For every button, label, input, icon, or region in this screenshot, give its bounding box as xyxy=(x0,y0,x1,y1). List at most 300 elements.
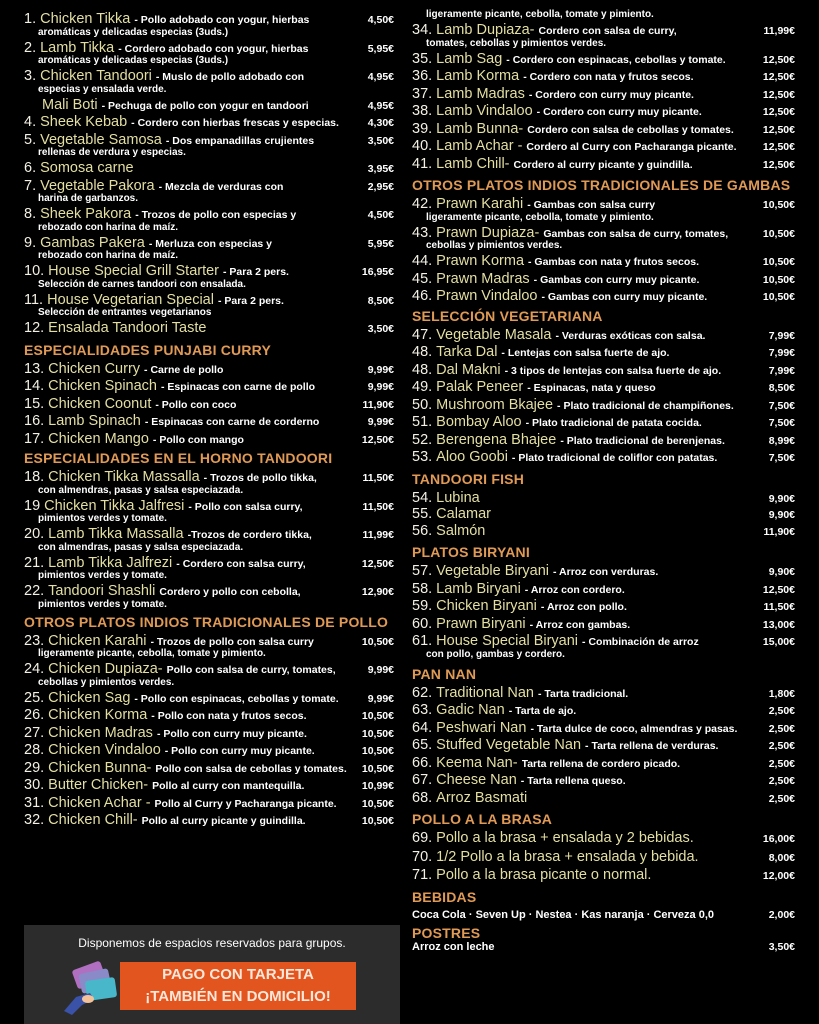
item-description: - Gambas con curry muy picante. xyxy=(533,274,700,285)
item-number: 41. xyxy=(412,155,433,172)
item-number: 61. xyxy=(412,633,433,649)
bebidas-price: 2,00€ xyxy=(768,908,795,921)
menu-item-line xyxy=(24,41,394,56)
menu-item xyxy=(412,703,795,718)
item-description: - Tarta rellena de verduras. xyxy=(585,741,719,752)
item-price: 7,50€ xyxy=(768,399,795,412)
menu-item-line xyxy=(412,850,795,865)
item-description: - Arroz con verduras. xyxy=(553,567,659,578)
item-description: - Pechuga de pollo con yogur en tandoori xyxy=(101,100,309,111)
section-title-vegetariana: SELECCIÓN VEGETARIANA xyxy=(412,307,603,324)
menu-item xyxy=(412,122,795,137)
item-description: - Plato tradicional de berenjenas. xyxy=(560,435,725,446)
item-name: Lamb Biryani xyxy=(436,580,521,597)
item-name: Chicken Biryani xyxy=(436,598,537,614)
section-title-gambas: OTROS PLATOS INDIOS TRADICIONALES DE GAMBAS xyxy=(412,177,791,193)
item-price: 12,50€ xyxy=(361,433,394,446)
item-name: Lubina xyxy=(436,489,480,506)
menu-item-line xyxy=(24,321,394,336)
item-name: Mali Boti xyxy=(42,96,98,113)
item-number: 68. xyxy=(412,789,433,806)
menu-item-line xyxy=(24,743,394,758)
item-number: 55. xyxy=(412,506,433,522)
item-number: 69. xyxy=(412,830,433,846)
item-number: 10. xyxy=(24,263,45,279)
item-number: 6. xyxy=(24,160,37,176)
item-number: 70. xyxy=(412,848,433,865)
item-number: 47. xyxy=(412,326,433,343)
item-description: - Pollo con nata y frutos secos. xyxy=(151,711,307,722)
menu-item xyxy=(412,23,795,49)
card-payment-banner xyxy=(120,962,356,1010)
item-name: House Special Grill Starter xyxy=(48,263,220,279)
item-description: Cordero con salsa de curry, xyxy=(538,26,677,37)
item-description: - Espinacas, nata y queso xyxy=(527,383,656,394)
item-description-continued: ligeramente picante, cebolla, tomate y pimiento. xyxy=(426,211,654,223)
item-name: House Special Biryani xyxy=(436,633,579,649)
item-number: 25. xyxy=(24,689,45,706)
menu-item xyxy=(24,743,394,758)
item-description-continued: pimientos verdes y tomate. xyxy=(38,570,167,581)
bebidas-row xyxy=(412,909,795,921)
item-price: 5,95€ xyxy=(367,237,394,250)
item-price: 9,99€ xyxy=(367,416,394,428)
menu-item-line xyxy=(24,726,394,741)
item-price: 4,50€ xyxy=(367,14,394,26)
item-price: 10,50€ xyxy=(762,291,795,303)
menu-item-line xyxy=(24,778,394,793)
item-price: 10,50€ xyxy=(361,745,394,757)
partial-description: ligeramente picante, cebolla, tomate y pimiento. xyxy=(426,9,654,20)
menu-item xyxy=(24,321,394,336)
menu-item xyxy=(24,179,394,205)
bebidas-text: Coca Cola · Seven Up · Nestea · Kas naranja · Cerveza 0,0 xyxy=(412,908,715,921)
menu-item xyxy=(24,236,394,262)
biryani-list xyxy=(412,564,795,660)
menu-item-line xyxy=(24,179,394,194)
menu-item xyxy=(412,380,795,395)
item-number: 57. xyxy=(412,563,433,579)
item-price: 9,99€ xyxy=(367,664,394,676)
item-name: Pollo a la brasa picante o normal. xyxy=(436,867,652,883)
gambas-list xyxy=(412,197,795,304)
item-price: 12,50€ xyxy=(762,88,795,101)
menu-item xyxy=(24,634,394,660)
item-number: 36. xyxy=(412,68,433,84)
item-number: 3. xyxy=(24,68,37,84)
item-number: 18. xyxy=(24,469,45,485)
item-price: 8,99€ xyxy=(768,434,795,447)
menu-item-line xyxy=(24,115,394,130)
menu-item xyxy=(24,470,394,496)
menu-item xyxy=(24,12,394,38)
item-price: 11,50€ xyxy=(362,472,394,484)
item-description: - Espinacas con carne de pollo xyxy=(161,382,316,393)
item-name: Chicken Vindaloo xyxy=(48,742,161,758)
item-number: 9. xyxy=(24,234,37,251)
menu-item-line xyxy=(24,98,394,113)
item-name: Traditional Nan xyxy=(436,684,534,701)
item-price: 12,50€ xyxy=(762,53,795,66)
item-number: 45. xyxy=(412,270,433,287)
menu-item-line xyxy=(412,87,795,102)
item-name: Calamar xyxy=(436,506,491,522)
item-description-continued: Selección de entrantes vegetarianos xyxy=(38,307,212,318)
item-price: 10,50€ xyxy=(361,815,394,827)
item-name: Prawn Korma xyxy=(436,253,525,269)
item-price: 15,00€ xyxy=(762,636,795,648)
menu-item-line xyxy=(412,197,795,212)
menu-item-line xyxy=(412,363,795,378)
item-number: 37. xyxy=(412,85,433,102)
item-description-continued: con pollo, gambas y cordero. xyxy=(426,648,565,660)
menu-item xyxy=(24,796,394,811)
menu-item xyxy=(24,726,394,741)
item-name: Vegetable Masala xyxy=(436,326,552,343)
item-price: 7,99€ xyxy=(768,347,795,359)
item-name: Vegetable Samosa xyxy=(40,131,162,148)
item-description-continued: harina de garbanzos. xyxy=(38,193,139,204)
section-title-fish: TANDOORI FISH xyxy=(412,470,525,487)
item-price: 9,99€ xyxy=(367,363,394,376)
menu-item-line xyxy=(24,584,394,599)
item-number: 63. xyxy=(412,702,433,718)
menu-item xyxy=(24,133,394,159)
item-name: Chicken Chill- xyxy=(48,812,138,828)
item-description: - Gambas con nata y frutos secos. xyxy=(528,257,699,268)
menu-item xyxy=(412,433,795,448)
menu-item-line xyxy=(24,470,394,485)
menu-item xyxy=(412,157,795,172)
item-number: 21. xyxy=(24,554,45,571)
item-description-continued: tomates, cebollas y pimientos verdes. xyxy=(426,37,607,49)
item-number: 12. xyxy=(24,320,45,336)
menu-item-line xyxy=(412,773,795,788)
menu-item-line xyxy=(24,236,394,251)
section-title-pollo: OTROS PLATOS INDIOS TRADICIONALES DE POLLO xyxy=(24,613,389,630)
item-name: Peshwari Nan xyxy=(436,719,527,736)
item-description: -Trozos de cordero tikka, xyxy=(187,530,312,541)
item-price: 3,95€ xyxy=(367,163,394,175)
menu-item-line xyxy=(412,226,795,241)
item-name: Chicken Karahi xyxy=(48,632,147,649)
item-name: Lamb Bunna- xyxy=(436,120,524,137)
menu-item xyxy=(24,556,394,582)
item-description: - Trozos de pollo con especias y xyxy=(135,210,297,221)
item-name: Chicken Achar - xyxy=(48,794,151,811)
menu-right-column xyxy=(412,0,795,953)
item-name: Chicken Coonut xyxy=(48,395,152,412)
postres-row xyxy=(412,941,795,953)
item-price: 12,50€ xyxy=(762,583,795,596)
item-price: 4,50€ xyxy=(367,209,394,221)
menu-item xyxy=(24,69,394,95)
item-description: - Tarta de ajo. xyxy=(508,706,577,717)
menu-item-line xyxy=(24,161,394,176)
menu-item xyxy=(412,289,795,304)
item-name: Arroz Basmati xyxy=(436,789,528,806)
item-name: Chicken Mango xyxy=(48,430,149,447)
item-price: 5,95€ xyxy=(367,42,394,55)
item-price: 11,90€ xyxy=(763,525,795,538)
item-price: 10,50€ xyxy=(361,797,394,810)
item-number: 23. xyxy=(24,632,45,649)
item-description: - Mezcla de verduras con xyxy=(158,181,284,192)
menu-item-line xyxy=(412,398,795,413)
postre-name: Arroz con leche xyxy=(412,940,495,953)
menu-item xyxy=(412,850,795,865)
item-name: Lamb Madras xyxy=(436,85,525,102)
item-description: - Dos empanadillas crujientes xyxy=(165,135,315,146)
item-price: 16,95€ xyxy=(361,266,394,278)
item-description: - Pollo adobado con yogur, hierbas xyxy=(134,15,310,26)
menu-item xyxy=(412,272,795,287)
item-price: 12,90€ xyxy=(361,586,394,598)
menu-item-line xyxy=(412,703,795,718)
item-description: Pollo con salsa de curry, tomates, xyxy=(166,665,336,676)
menu-item-line xyxy=(24,813,394,828)
menu-item-line xyxy=(24,133,394,148)
item-number: 50. xyxy=(412,396,433,413)
item-number: 48. xyxy=(412,344,433,360)
menu-item-line xyxy=(412,104,795,119)
menu-item-line xyxy=(24,432,394,447)
item-description: - Verduras exóticas con salsa. xyxy=(555,330,706,341)
item-name: Chicken Korma xyxy=(48,707,148,723)
item-name: Chicken Tikka Massalla xyxy=(48,469,200,485)
item-description: - Para 2 pers. xyxy=(217,295,284,306)
item-name: Tarka Dal xyxy=(436,344,498,360)
item-description-continued: cebollas y pimientos verdes. xyxy=(426,240,563,251)
item-description-continued: Selección de carnes tandoori con ensalada. xyxy=(38,278,246,290)
item-name: Bombay Aloo xyxy=(436,414,522,430)
item-number: 32. xyxy=(24,812,45,828)
item-price: 10,50€ xyxy=(361,635,394,648)
section-title-bebidas: BEBIDAS xyxy=(412,888,477,905)
item-name: Lamb Dupiaza- xyxy=(436,22,535,38)
pollo-list xyxy=(24,634,394,828)
item-price: 8,50€ xyxy=(768,382,795,394)
menu-item xyxy=(24,362,394,377)
menu-item-line xyxy=(412,254,795,269)
item-description: Cordero al Curry con Pacharanga picante. xyxy=(526,142,737,153)
item-name: Lamb Achar - xyxy=(436,138,523,154)
menu-item-line xyxy=(24,634,394,649)
item-description: - Cordero con hierbas frescas y especias. xyxy=(131,118,339,129)
menu-item-line xyxy=(412,415,795,430)
menu-item-line xyxy=(24,662,394,677)
menu-item-line xyxy=(24,708,394,723)
item-name: House Vegetarian Special xyxy=(47,291,214,308)
item-price: 12,50€ xyxy=(762,123,795,136)
menu-item xyxy=(412,721,795,736)
item-description-continued: aromáticas y delicadas especias (3uds.) xyxy=(38,26,229,38)
menu-item xyxy=(412,254,795,269)
item-description: - Pollo con curry muy picante. xyxy=(164,746,315,757)
banner-line-2: ¡TAMBIÉN EN DOMICILIO! xyxy=(145,988,331,1005)
menu-item-line xyxy=(412,491,795,506)
item-name: Prawn Vindaloo xyxy=(436,288,538,304)
item-name: Tandoori Shashli xyxy=(48,583,156,599)
menu-item xyxy=(24,662,394,688)
menu-item xyxy=(24,708,394,723)
item-price: 11,99€ xyxy=(362,529,394,541)
item-description: Cordero al curry picante y guindilla. xyxy=(513,159,693,170)
item-description-continued: pimientos verdes y tomate. xyxy=(38,598,167,610)
item-price: 12,50€ xyxy=(361,557,394,570)
item-description: - Arroz con gambas. xyxy=(529,619,631,630)
item-number: 54. xyxy=(412,489,433,506)
item-name: Lamb Tikka xyxy=(40,39,115,56)
item-description-continued: cebollas y pimientos verdes. xyxy=(38,676,175,688)
item-name: Aloo Goobi xyxy=(436,449,508,465)
item-number: 5. xyxy=(24,131,37,148)
menu-item-line xyxy=(412,686,795,701)
item-name: Salmón xyxy=(436,522,486,539)
item-number: 40. xyxy=(412,138,433,154)
item-price: 12,00€ xyxy=(762,870,795,882)
item-name: Lamb Spinach xyxy=(48,413,141,429)
item-name: Prawn Madras xyxy=(436,270,530,287)
item-price: 7,99€ xyxy=(768,329,795,342)
menu-item-line xyxy=(24,499,394,514)
item-name: Vegetable Pakora xyxy=(40,177,155,194)
item-number: 38. xyxy=(412,103,433,119)
item-name: Vegetable Biryani xyxy=(436,563,550,579)
menu-item xyxy=(412,791,795,806)
item-description: - Arroz con pollo. xyxy=(540,602,627,613)
item-name: Pollo a la brasa + ensalada y 2 bebidas. xyxy=(436,830,694,846)
item-number: 24. xyxy=(24,661,45,677)
item-price: 2,50€ xyxy=(768,757,795,770)
item-description: Tarta rellena de cordero picado. xyxy=(521,758,681,769)
item-number: 46. xyxy=(412,288,433,304)
item-description: - Pollo con salsa curry, xyxy=(188,501,303,512)
item-price: 10,50€ xyxy=(762,227,795,240)
menu-item xyxy=(412,87,795,102)
item-number: 60. xyxy=(412,615,433,632)
menu-item xyxy=(24,41,394,67)
item-number: 51. xyxy=(412,414,433,430)
menu-item-line xyxy=(412,791,795,806)
item-price: 9,90€ xyxy=(768,492,795,505)
menu-item-line xyxy=(24,12,394,27)
lamb-list xyxy=(412,23,795,171)
menu-item xyxy=(24,761,394,776)
item-price: 13,00€ xyxy=(762,618,795,631)
menu-item-line xyxy=(24,761,394,776)
menu-item-line xyxy=(24,691,394,706)
item-price: 10,50€ xyxy=(762,273,795,286)
item-description: - Pollo con mango xyxy=(152,434,244,445)
section-title-tandoori: ESPECIALIDADES EN EL HORNO TANDOORI xyxy=(24,450,333,466)
item-price: 3,50€ xyxy=(367,323,394,335)
item-price: 4,30€ xyxy=(367,117,394,129)
item-price: 12,50€ xyxy=(762,71,795,83)
menu-item-line xyxy=(412,289,795,304)
item-number: 53. xyxy=(412,449,433,465)
item-price: 9,99€ xyxy=(367,381,394,393)
menu-item-line xyxy=(24,397,394,412)
item-number: 2. xyxy=(24,39,37,56)
menu-item-line xyxy=(412,868,795,883)
item-name: Lamb Tikka Massalla xyxy=(48,526,184,542)
menu-item xyxy=(412,756,795,771)
menu-item xyxy=(412,398,795,413)
menu-item-line xyxy=(412,380,795,395)
item-name: Chicken Tikka Jalfresi xyxy=(44,497,185,514)
menu-item xyxy=(412,564,795,579)
item-number: 64. xyxy=(412,719,433,736)
item-name: Stuffed Vegetable Nan xyxy=(436,737,582,753)
item-price: 11,50€ xyxy=(763,601,795,613)
item-price: 8,00€ xyxy=(768,851,795,864)
item-number: 7. xyxy=(24,177,37,194)
menu-item-line xyxy=(412,157,795,172)
item-description: - Cordero con salsa curry, xyxy=(176,558,306,569)
item-name: Somosa carne xyxy=(40,160,134,176)
menu-item-line xyxy=(24,264,394,279)
item-description: Pollo con salsa de cebollas y tomates. xyxy=(155,763,347,774)
item-description-continued: rellenas de verdura y especias. xyxy=(38,147,186,158)
item-price: 10,50€ xyxy=(361,710,394,722)
item-description: - Pollo con espinacas, cebollas y tomate. xyxy=(134,693,339,704)
item-description: Gambas con salsa de curry, tomates, xyxy=(543,228,729,239)
menu-item-line xyxy=(412,52,795,67)
menu-item-line xyxy=(24,69,394,84)
item-description: - Cordero con curry muy picante. xyxy=(528,89,694,100)
item-description: - Pollo con coco xyxy=(155,399,237,410)
menu-item-line xyxy=(412,617,795,632)
section-title-nan: PAN NAN xyxy=(412,665,477,682)
item-price: 10,99€ xyxy=(361,780,394,792)
item-number: 11. xyxy=(24,291,44,308)
menu-item-line xyxy=(24,293,394,308)
item-description-continued: con almendras, pasas y salsa especiazada. xyxy=(38,484,244,496)
menu-item xyxy=(412,831,795,846)
menu-item-line xyxy=(412,756,795,771)
item-price: 9,90€ xyxy=(768,566,795,578)
menu-item-line xyxy=(412,450,795,465)
menu-item-line xyxy=(24,362,394,377)
item-number: 66. xyxy=(412,754,433,771)
menu-item xyxy=(412,52,795,67)
item-name: Dal Makni xyxy=(436,361,501,378)
menu-item xyxy=(412,363,795,378)
item-number: 20. xyxy=(24,526,45,542)
item-name: Lamb Vindaloo xyxy=(436,103,533,119)
item-price: 7,50€ xyxy=(768,452,795,464)
item-price: 4,95€ xyxy=(367,99,394,112)
item-name: Chicken Curry xyxy=(48,360,141,377)
item-name: Sheek Kebab xyxy=(40,114,128,130)
section-title-biryani: PLATOS BIRYANI xyxy=(412,544,530,560)
item-name: Prawn Dupiaza- xyxy=(436,224,540,241)
menu-item xyxy=(24,264,394,290)
item-name: Chicken Spinach xyxy=(48,378,157,394)
item-name: Lamb Chill- xyxy=(436,155,510,172)
item-price: 2,50€ xyxy=(768,792,795,805)
item-description-continued: ligeramente picante, cebolla, tomate y pimiento. xyxy=(38,648,266,659)
menu-item-line xyxy=(24,207,394,222)
item-price: 9,99€ xyxy=(367,692,394,705)
section-title-brasa: POLLO A LA BRASA xyxy=(412,811,553,827)
menu-item xyxy=(412,617,795,632)
item-number: 14. xyxy=(24,378,45,394)
menu-item xyxy=(412,773,795,788)
item-number: 27. xyxy=(24,724,45,741)
item-number: 17. xyxy=(24,430,45,447)
